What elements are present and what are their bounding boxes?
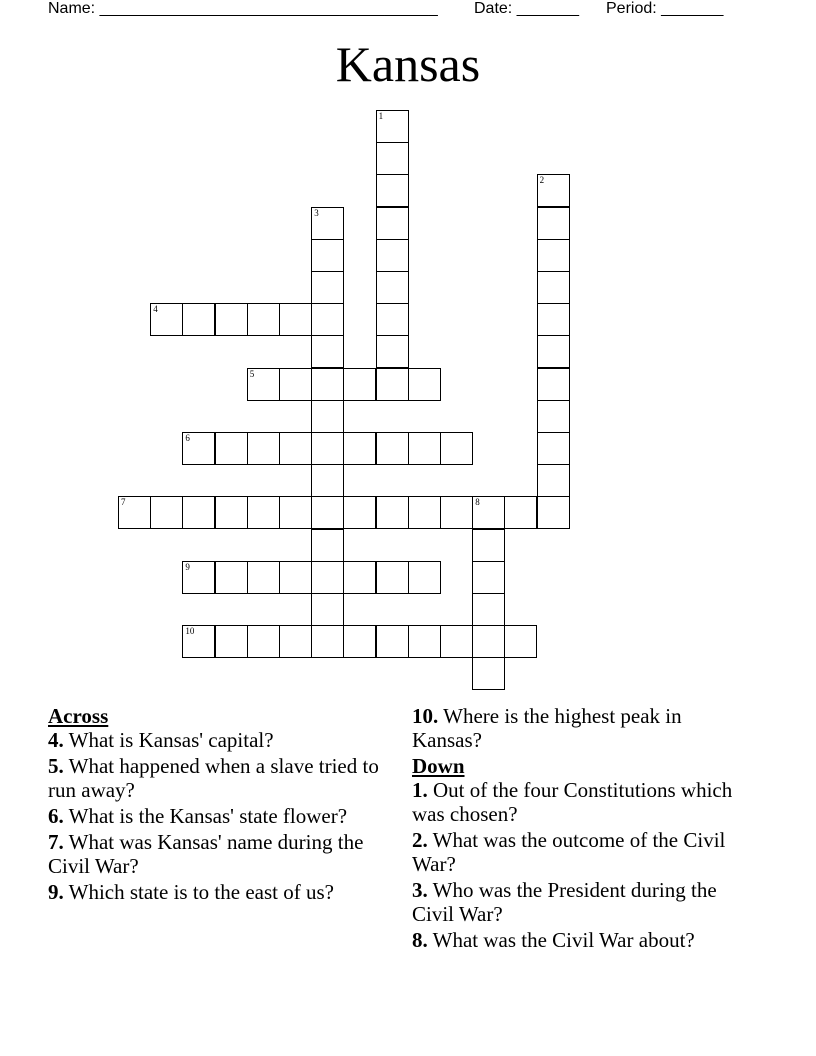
crossword-cell[interactable] [376,207,409,240]
crossword-cell[interactable] [343,496,376,529]
period-field-label: Period: _______ [606,0,724,17]
clue-number: 8. [412,928,428,952]
clue-number: 4. [48,728,64,752]
cell-number: 2 [539,175,545,186]
clue-text: Who was the President during the Civil War? [412,878,717,926]
clue-number: 2. [412,828,428,852]
clue-text: What was the Civil War about? [427,928,695,952]
crossword-cell[interactable] [376,368,409,401]
clue-text: What is the Kansas' state flower? [63,804,348,828]
crossword-cell[interactable] [247,368,280,401]
crossword-cell[interactable] [182,561,215,594]
crossword-cell[interactable] [504,625,537,658]
crossword-cell[interactable] [537,174,570,207]
crossword-cell[interactable] [311,529,344,562]
clue-down-3 [412,878,752,926]
crossword-cell[interactable] [182,496,215,529]
crossword-cell[interactable] [279,561,312,594]
clue-text: What was Kansas' name during the Civil War? [48,830,364,878]
cell-number: 10 [185,626,195,637]
clues-column-right [412,704,752,954]
crossword-cell[interactable] [376,432,409,465]
crossword-cell[interactable] [343,368,376,401]
clue-down-2 [412,828,752,876]
crossword-cell[interactable] [215,432,248,465]
clue-number: 1. [412,778,428,802]
crossword-cell[interactable] [247,303,280,336]
crossword-cell[interactable] [440,496,473,529]
crossword-cell[interactable] [343,561,376,594]
clue-down-8 [412,928,752,952]
page-title: Kansas [335,36,481,92]
cell-number: 5 [249,368,255,379]
crossword-cell[interactable] [472,529,505,562]
crossword-cell[interactable] [408,561,441,594]
clue-number: 3. [412,878,428,902]
name-field-label: Name: ______________________________________ [48,0,438,17]
crossword-cell[interactable] [182,303,215,336]
clue-text: What is Kansas' capital? [63,728,274,752]
crossword-cell[interactable] [311,561,344,594]
crossword-cell[interactable] [408,368,441,401]
date-field-label: Date: _______ [474,0,579,17]
clue-number: 6. [48,804,64,828]
crossword-cell[interactable] [279,303,312,336]
clue-number: 9. [48,880,64,904]
crossword-cell[interactable] [311,207,344,240]
crossword-cell[interactable] [311,400,344,433]
crossword-cell[interactable] [472,657,505,690]
crossword-cell[interactable] [376,142,409,175]
cell-number: 7 [121,497,126,508]
clue-text: What happened when a slave tried to run away? [48,754,379,802]
crossword-cell[interactable] [311,496,344,529]
crossword-cell[interactable] [215,303,248,336]
crossword-cell[interactable] [311,464,344,497]
clue-number: 7. [48,830,64,854]
crossword-cell[interactable] [537,496,570,529]
crossword-cell[interactable] [472,593,505,626]
clue-number: 10. [412,704,439,728]
crossword-cell[interactable] [311,335,344,368]
cell-number: 3 [314,207,319,218]
crossword-cell[interactable] [376,625,409,658]
crossword-cell[interactable] [537,368,570,401]
crossword-cell[interactable] [279,368,312,401]
crossword-cell[interactable] [311,368,344,401]
crossword-cell[interactable] [537,271,570,304]
clue-number: 5. [48,754,64,778]
clue-across-5 [48,754,388,802]
crossword-cell[interactable] [343,625,376,658]
crossword-cell[interactable] [118,496,151,529]
crossword-cell[interactable] [376,335,409,368]
crossword-cell[interactable] [279,496,312,529]
crossword-cell[interactable] [376,174,409,207]
crossword-cell[interactable] [150,496,183,529]
clue-text: What was the outcome of the Civil War? [412,828,726,876]
crossword-cell[interactable] [311,432,344,465]
cell-number: 8 [475,497,480,508]
crossword-cell[interactable] [279,625,312,658]
clue-across-10 [412,704,752,752]
crossword-cell[interactable] [376,496,409,529]
crossword-cell[interactable] [472,496,505,529]
crossword-cell[interactable] [537,335,570,368]
crossword-cell[interactable] [376,561,409,594]
crossword-cell[interactable] [537,464,570,497]
crossword-cell[interactable] [472,561,505,594]
crossword-cell[interactable] [247,625,280,658]
clues-column-left [48,704,388,906]
crossword-cell[interactable] [472,625,505,658]
crossword-cell[interactable] [504,496,537,529]
crossword-cell[interactable] [247,432,280,465]
crossword-cell[interactable] [408,496,441,529]
crossword-cell[interactable] [247,561,280,594]
crossword-cell[interactable] [408,432,441,465]
clue-across-9 [48,880,388,904]
clue-across-6 [48,804,388,828]
crossword-cell[interactable] [537,239,570,272]
crossword-cell[interactable] [215,625,248,658]
crossword-cell[interactable] [215,561,248,594]
crossword-cell[interactable] [311,271,344,304]
crossword-cell[interactable] [537,400,570,433]
crossword-cell[interactable] [440,625,473,658]
crossword-cell[interactable] [182,625,215,658]
crossword-cell[interactable] [311,625,344,658]
crossword-cell[interactable] [537,207,570,240]
crossword-cell[interactable] [537,432,570,465]
crossword-cell[interactable] [537,303,570,336]
crossword-cell[interactable] [408,625,441,658]
clue-across-4 [48,728,388,752]
down-heading: Down [412,754,465,778]
clue-text: Out of the four Constitutions which was chosen? [412,778,733,826]
crossword-cell[interactable] [376,110,409,143]
crossword-cell[interactable] [311,593,344,626]
crossword-cell[interactable] [343,432,376,465]
clue-across-7 [48,830,388,878]
crossword-cell[interactable] [279,432,312,465]
across-heading: Across [48,704,109,728]
crossword-cell[interactable] [182,432,215,465]
crossword-cell[interactable] [311,303,344,336]
crossword-cell[interactable] [311,239,344,272]
crossword-cell[interactable] [150,303,183,336]
crossword-cell[interactable] [440,432,473,465]
crossword-cell[interactable] [376,239,409,272]
cell-number: 1 [378,111,384,121]
cell-number: 6 [185,433,190,443]
cell-number: 4 [153,304,158,315]
crossword-cell[interactable] [376,303,409,336]
crossword-cell[interactable] [215,496,248,529]
clue-text: Which state is to the east of us? [63,880,334,904]
cell-number: 9 [185,561,190,572]
clue-text: Where is the highest peak in Kansas? [412,704,682,752]
crossword-cell[interactable] [376,271,409,304]
crossword-cell[interactable] [247,496,280,529]
clue-down-1 [412,778,752,826]
